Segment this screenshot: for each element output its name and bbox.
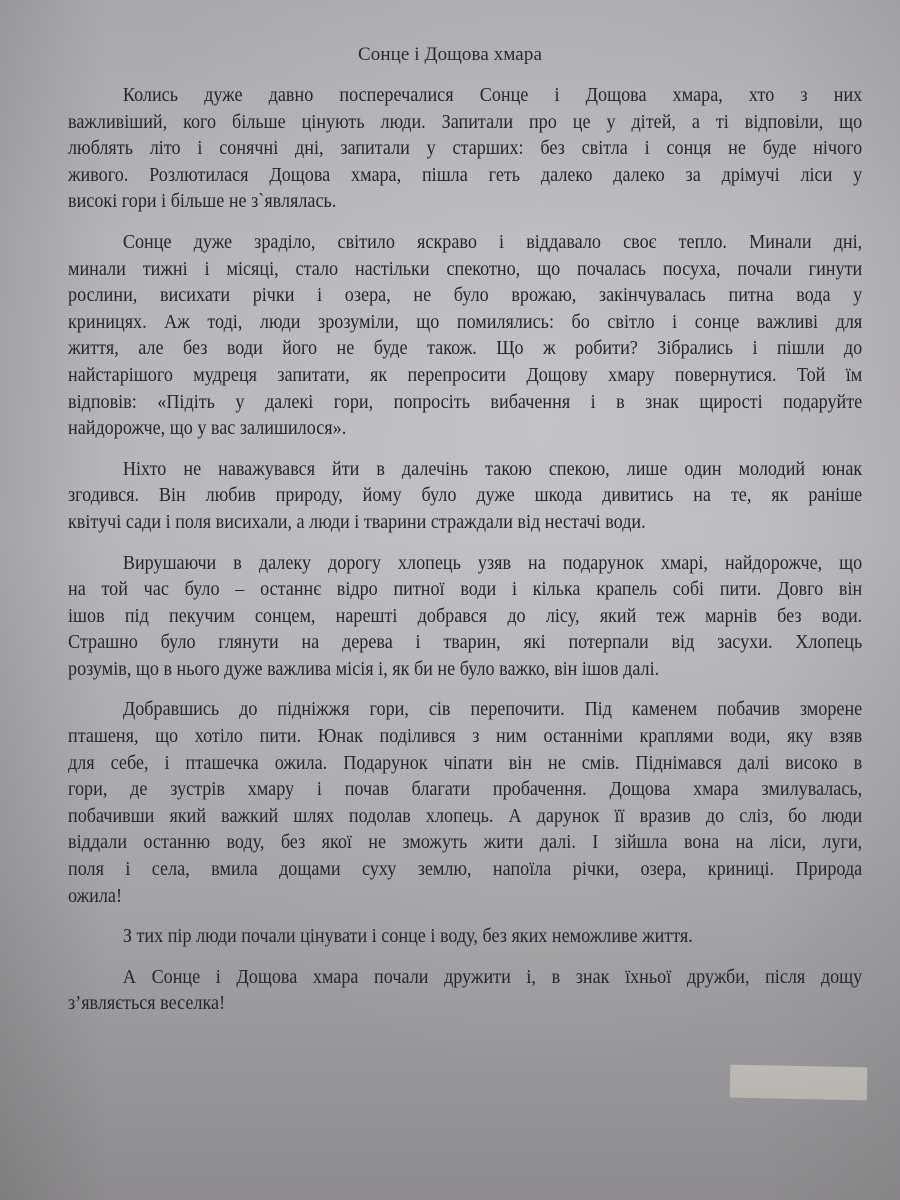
text-line: минали тижні і місяці, стало настільки спекотно, що почалась посуха, почали гинути	[68, 258, 863, 280]
text-line: згодився. Він любив природу, йому було дуже шкода дивитись на те, як раніше	[68, 485, 863, 507]
paragraph-7	[68, 965, 863, 1018]
text-line: ішов під пекучим сонцем, нарешті добрався до лісу, який теж марнів без води.	[68, 605, 863, 627]
text-line: найдорожче, що у вас залишилося».	[68, 418, 347, 440]
paragraph-3	[68, 457, 863, 537]
paragraph-5	[68, 697, 863, 910]
paragraph-6	[68, 924, 806, 951]
text-line: пташеня, що хотіло пити. Юнак поділився з ним останніми краплями води, яку взяв	[68, 726, 863, 748]
text-line: З тих пір люди почали цінувати і сонце і воду, без яких неможливе життя.	[122, 926, 693, 948]
paragraph-2	[68, 230, 863, 443]
text-line: віддали останню воду, без якої не зможуть жити далі. І зійшла вона на ліси, луги,	[68, 832, 863, 854]
document-body	[68, 83, 863, 1032]
tape-strip	[730, 1065, 868, 1101]
text-line: найстарішого мудреця запитати, як перепросити Дощову хмару повернутися. Той їм	[68, 364, 863, 386]
text-line: Страшно було глянути на дерева і тварин, які потерпали від засухи. Хлопець	[68, 632, 863, 654]
text-line: Сонце дуже зраділо, світило яскраво і віддавало своє тепло. Минали дні,	[122, 231, 863, 253]
text-line: криницях. Аж тоді, люди зрозуміли, що помилялись: бо світло і сонце важливі для	[68, 311, 863, 333]
text-line: високі гори і більше не з`являлась.	[68, 191, 337, 213]
text-line: важливіший, кого більше цінують люди. Запитали про це у дітей, а ті відповіли, що	[68, 111, 863, 133]
text-line: живого. Розлютилася Дощова хмара, пішла геть далеко далеко за дрімучі ліси у	[68, 164, 863, 186]
text-line: квітучі сади і поля висихали, а люди і тварини страждали від нестачі води.	[68, 511, 646, 533]
text-line: поля і села, вмила дощами суху землю, напоїла річки, озера, криниці. Природа	[68, 859, 863, 881]
text-line: Ніхто не наважувався йти в далечінь такою спекою, лише один молодий юнак	[122, 458, 863, 480]
text-line: для себе, і пташечка ожила. Подарунок чіпати він не смів. Піднімався далі високо в	[68, 752, 863, 774]
paragraph-1	[68, 83, 863, 216]
text-line: ожила!	[68, 885, 122, 907]
text-line: життя, але без води його не буде також. Що ж робити? Зібрались і пішли до	[68, 338, 863, 360]
text-line: рослини, висихати річки і озера, не було врожаю, закінчувалась питна вода у	[68, 285, 863, 307]
text-line: на той час було – останнє відро питної води і кілька крапель собі пити. Довго він	[68, 579, 863, 601]
text-line: Колись дуже давно посперечалися Сонце і Дощова хмара, хто з них	[122, 85, 863, 106]
text-line: відповів: «Підіть у далекі гори, попросіть вибачення і в знак щирості подаруйте	[68, 391, 863, 413]
text-line: побачивши який важкий шлях подолав хлопець. А дарунок її вразив до сліз, бо люди	[68, 805, 863, 827]
document-title: Сонце і Дощова хмара	[358, 44, 542, 65]
paragraph-4	[68, 551, 863, 684]
text-line: люблять літо і сонячні дні, запитали у старших: без світла і сонця не буде нічого	[68, 138, 863, 160]
text-line: Добравшись до підніжжя гори, сів перепочити. Під каменем побачив зморене	[122, 699, 863, 721]
text-line: Вирушаючи в далеку дорогу хлопець узяв на подарунок хмарі, найдорожче, що	[122, 552, 863, 574]
text-line: А Сонце і Дощова хмара почали дружити і, в знак їхньої дружби, після дощу	[122, 966, 863, 988]
text-line: розумів, що в нього дуже важлива місія і, як би не було важко, він ішов далі.	[68, 658, 660, 680]
text-line: з’являється веселка!	[68, 993, 226, 1015]
text-line: гори, де зустрів хмару і почав благати пробачення. Дощова хмара змилувалась,	[68, 779, 863, 801]
